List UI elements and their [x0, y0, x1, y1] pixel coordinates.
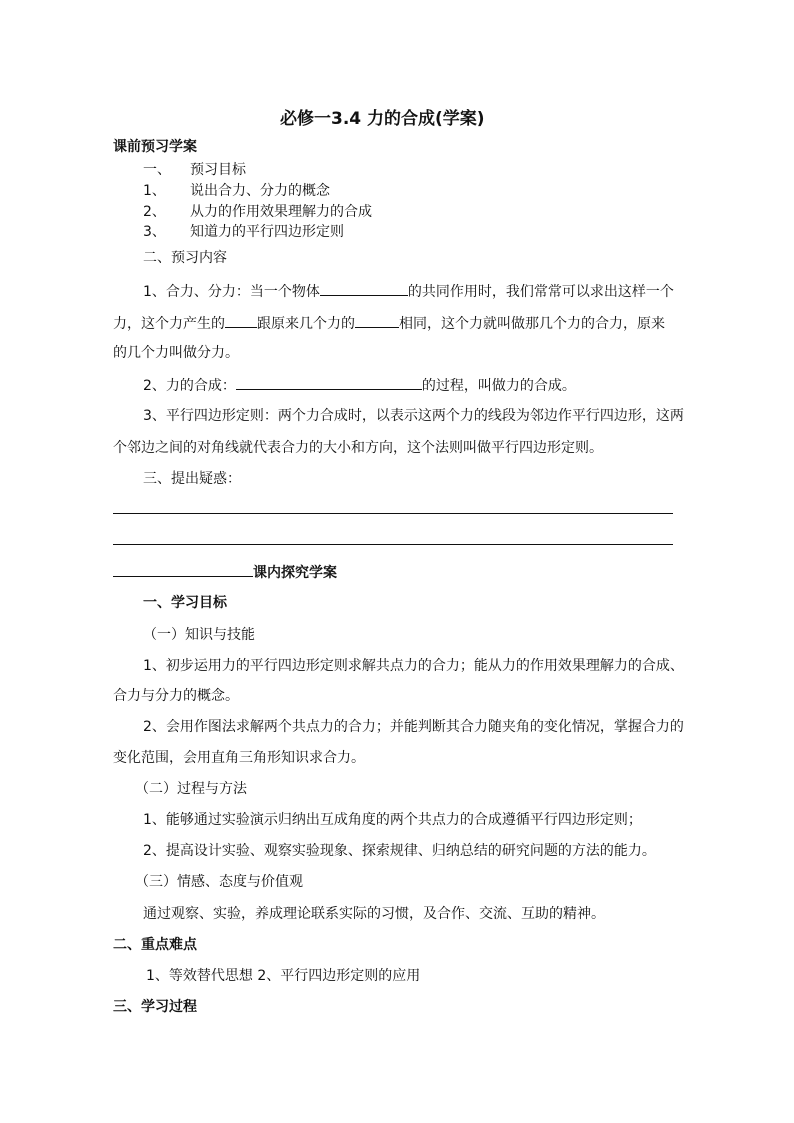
process-title: 三、学习过程 — [113, 999, 197, 1015]
paragraph-text: 3、平行四边形定则：两个力合成时，以表示这两个力的线段为邻边作平行四边形，这两 — [143, 408, 684, 424]
fill-blank[interactable] — [320, 282, 408, 296]
paragraph-text: 的几个力叫做分力。 — [113, 345, 239, 361]
goal-number: 3、 — [143, 224, 166, 240]
paragraph-text: 2、力的合成： — [143, 378, 236, 394]
key-points-title: 二、重点难点 — [113, 937, 197, 953]
goal-number: 2、 — [143, 204, 166, 220]
paragraph-text: 个邻边之间的对角线就代表合力的大小和方向，这个法则叫做平行四边形定则。 — [113, 440, 603, 456]
paragraph-line — [143, 376, 576, 394]
paragraph-text: 力，这个力产生的 — [113, 316, 225, 332]
subsection-title: （三）情感、态度与价值观 — [135, 874, 303, 890]
paragraph-line — [143, 282, 674, 300]
subsection-title: （一）知识与技能 — [143, 627, 255, 643]
paragraph-text: 合力与分力的概念。 — [113, 688, 239, 704]
answer-line[interactable] — [113, 544, 673, 545]
goals-title-number: 一、 — [143, 162, 171, 178]
preview-content-title: 二、预习内容 — [143, 250, 227, 266]
paragraph-text: 相同，这个力就叫做那几个力的合力，原来 — [399, 316, 665, 332]
paragraph-text: 2、会用作图法求解两个共点力的合力；并能判断其合力随夹角的变化情况，掌握合力的 — [143, 719, 684, 735]
answer-line[interactable] — [113, 513, 673, 514]
fill-blank[interactable] — [225, 314, 257, 328]
goal-text: 知道力的平行四边形定则 — [190, 224, 344, 240]
paragraph-text: 1、初步运用力的平行四边形定则求解共点力的合力；能从力的作用效果理解力的合成、 — [143, 658, 684, 674]
paragraph-text: 1、合力、分力：当一个物体 — [143, 284, 320, 300]
fill-blank[interactable] — [113, 563, 253, 577]
goal-text: 说出合力、分力的概念 — [190, 183, 330, 199]
paragraph-text: 的共同作用时，我们常常可以求出这样一个 — [407, 284, 674, 300]
class-heading-line — [113, 563, 337, 581]
fill-blank[interactable] — [236, 376, 422, 390]
subsection-title: （二）过程与方法 — [135, 781, 247, 797]
paragraph-text: 1、能够通过实验演示归纳出互成角度的两个共点力的合成遵循平行四边形定则； — [143, 812, 642, 828]
paragraph-text: 2、提高设计实验、观察实验现象、探索规律、归纳总结的研究问题的方法的能力。 — [143, 843, 656, 859]
document-title: 必修一3.4 力的合成(学案) — [280, 109, 485, 129]
preview-heading: 课前预习学案 — [113, 139, 197, 155]
fill-blank[interactable] — [355, 314, 399, 328]
paragraph-line — [113, 314, 665, 332]
goal-text: 从力的作用效果理解力的合成 — [190, 204, 372, 220]
questions-label: 三、提出疑惑： — [143, 471, 241, 487]
paragraph-text: 通过观察、实验，养成理论联系实际的习惯，及合作、交流、互助的精神。 — [143, 906, 605, 922]
class-goals-title: 一、学习目标 — [143, 595, 227, 611]
key-points-items: 1、等效替代思想 2、平行四边形定则的应用 — [146, 968, 421, 984]
paragraph-text: 跟原来几个力的 — [257, 316, 355, 332]
goals-title: 预习目标 — [190, 162, 246, 178]
class-heading: 课内探究学案 — [253, 565, 337, 581]
goal-number: 1、 — [143, 183, 166, 199]
paragraph-text: 变化范围，会用直角三角形知识求合力。 — [113, 750, 365, 766]
paragraph-text: 的过程，叫做力的合成。 — [421, 378, 576, 394]
